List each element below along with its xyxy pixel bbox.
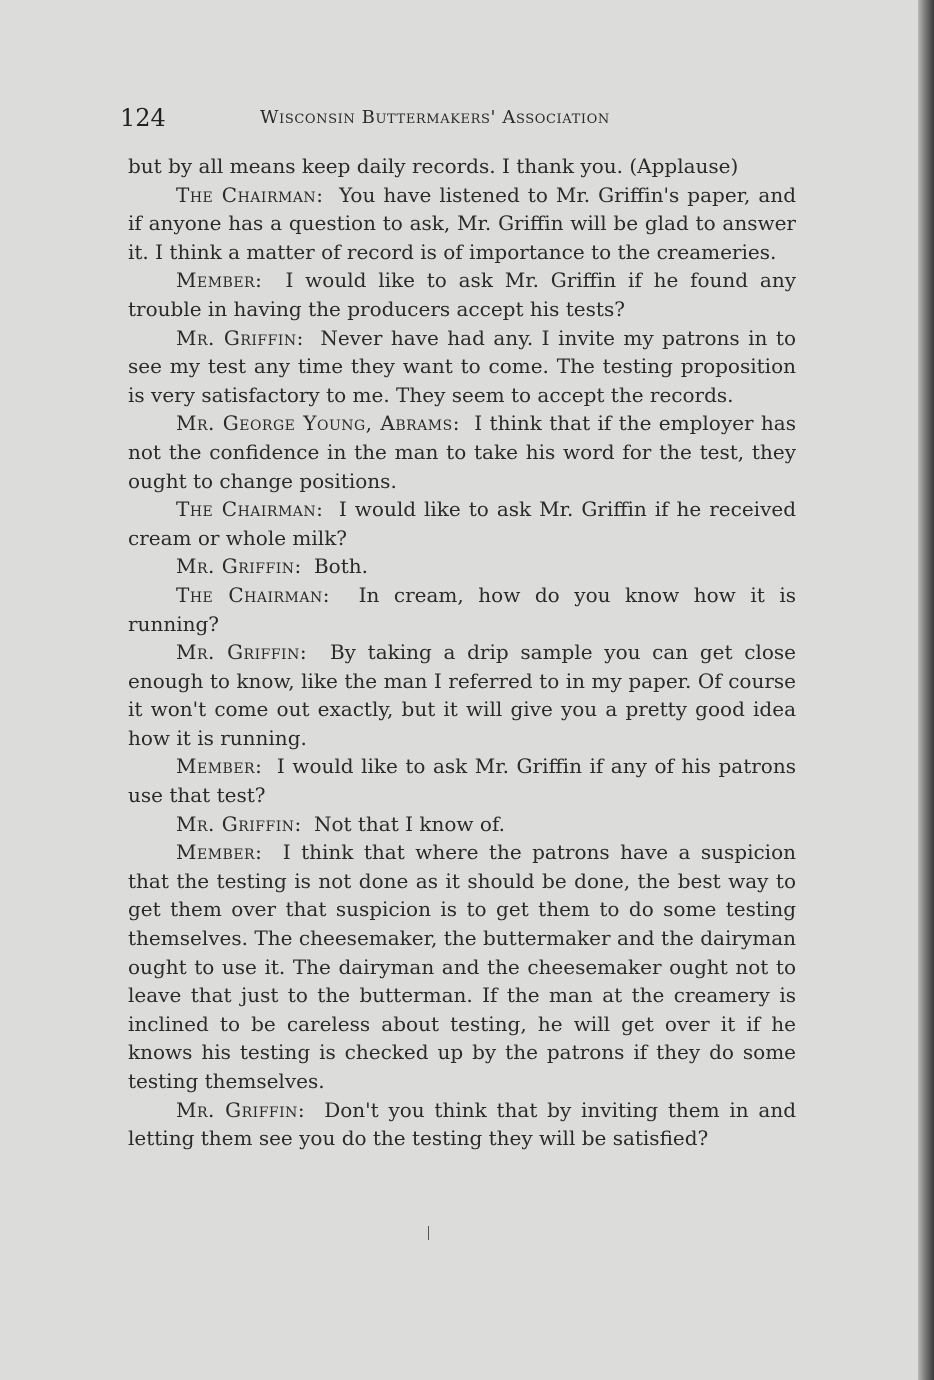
paragraph: Mr. Griffin: Both. — [176, 554, 368, 579]
paragraph-text: I would like to ask Mr. Griffin if any of his patrons use that test? — [128, 754, 796, 808]
paragraph-text: In cream, how do you know how it is running? — [128, 582, 797, 636]
paragraph: Member: I would like to ask Mr. Griffin if he found any trouble in having the producers accept his tests? — [128, 268, 797, 321]
running-head: Wisconsin Buttermakers' Association — [260, 107, 610, 128]
paragraph: The Chairman: In cream, how do you know how it is running? — [128, 582, 797, 636]
speaker-name: Mr. Griffin — [176, 325, 297, 350]
paragraph-text: Not that I know of. — [313, 811, 505, 836]
paragraph-text: I would like to ask Mr. Griffin if he found any trouble in having the producers accept his tests? — [128, 268, 797, 321]
paragraph: Mr. Griffin: Never have had any. I invite my patrons in to see my test any time they want to come. The testing proposition is very satisfactory to me. They seem to accept the records. — [128, 325, 796, 407]
speaker-name: The Chairman — [176, 582, 323, 607]
speaker-name: Mr. Griffin — [176, 1097, 298, 1122]
paragraph: Mr. George Young, Abrams: I think that if the employer has not the confidence in the man to take his word for the test, they ought to change positions. — [128, 411, 796, 493]
paragraph-text: I think that where the patrons have a suspicion that the testing is not done as it should be done, the best way to get them over that suspicion is to get them to do some testing themselves. The cheesemaker, the buttermaker and the dairyman ought to use it. The dairyman and the cheesemaker ought not to leave that just to the butterman. If the man at the creamery is inclined to be careless about testing, he will get over it if he knows his testing is checked up by the patrons if they do some testing themselves. — [128, 840, 796, 1093]
paragraph-text: but by all means keep daily records. I thank you. (Applause) — [128, 154, 739, 178]
speaker-name: Member — [176, 268, 256, 293]
paragraph: Mr. Griffin: Don't you think that by inviting them in and letting them see you do the testing they will be satisfied? — [128, 1097, 797, 1151]
paragraph-text: Don't you think that by inviting them in and letting them see you do the testing they will be satisfied? — [128, 1097, 797, 1151]
paragraph: Member: I would like to ask Mr. Griffin if any of his patrons use that test? — [128, 754, 796, 808]
transcript-body — [128, 152, 796, 1153]
book-binding-edge — [918, 0, 934, 1380]
paragraph-text: By taking a drip sample you can get close enough to know, like the man I referred to in my paper. Of course it won't come out exactly, but it will give you a pretty good idea how it is running. — [128, 640, 796, 750]
speaker-name: The Chairman — [176, 497, 317, 522]
paragraph: The Chairman: I would like to ask Mr. Griffin if he received cream or whole milk? — [128, 497, 797, 550]
page-header — [120, 104, 800, 138]
paragraph-text: I think that if the employer has not the confidence in the man to take his word for the test, they ought to change positions. — [128, 411, 796, 493]
paragraph: The Chairman: You have listened to Mr. Griffin's paper, and if anyone has a question to ask, Mr. Griffin will be glad to answer it. I think a matter of record is of importance to the creameries. — [128, 182, 797, 264]
paragraph: Member: I think that where the patrons have a suspicion that the testing is not done as it should be done, the best way to get them over that suspicion is to get them to do some testing themselves. The cheesemaker, the buttermaker and the dairyman ought to use it. The dairyman and the cheesemaker ought not to leave that just to the butterman. If the man at the creamery is inclined to be careless about testing, he will get over it if he knows his testing is checked up by the patrons if they do some testing themselves. — [128, 840, 796, 1093]
paragraph-text: Both. — [313, 554, 368, 579]
page-number: 124 — [120, 104, 166, 132]
speaker-name: Member — [176, 754, 256, 779]
speaker-name: Mr. Griffin — [176, 811, 295, 836]
paragraph-text: I would like to ask Mr. Griffin if he received cream or whole milk? — [128, 497, 797, 550]
speaker-name: Mr. George Young, Abrams — [176, 411, 453, 436]
speaker-name: The Chairman — [176, 182, 317, 207]
paragraph-text: Never have had any. I invite my patrons in to see my test any time they want to come. The testing proposition is very satisfactory to me. They seem to accept the records. — [128, 325, 796, 407]
paragraph-text: You have listened to Mr. Griffin's paper, and if anyone has a question to ask, Mr. Griffin will be glad to answer it. I think a matter of record is of importance to the creameries. — [128, 182, 797, 264]
print-mark — [428, 1226, 429, 1240]
speaker-name: Mr. Griffin — [176, 640, 300, 665]
paragraph: Mr. Griffin: By taking a drip sample you can get close enough to know, like the man I referred to in my paper. Of course it won't come out exactly, but it will give you a pretty good idea how it is running. — [128, 640, 796, 750]
speaker-name: Member — [176, 840, 256, 865]
speaker-name: Mr. Griffin — [176, 554, 295, 579]
paragraph — [128, 152, 796, 181]
paragraph: Mr. Griffin: Not that I know of. — [176, 811, 505, 836]
